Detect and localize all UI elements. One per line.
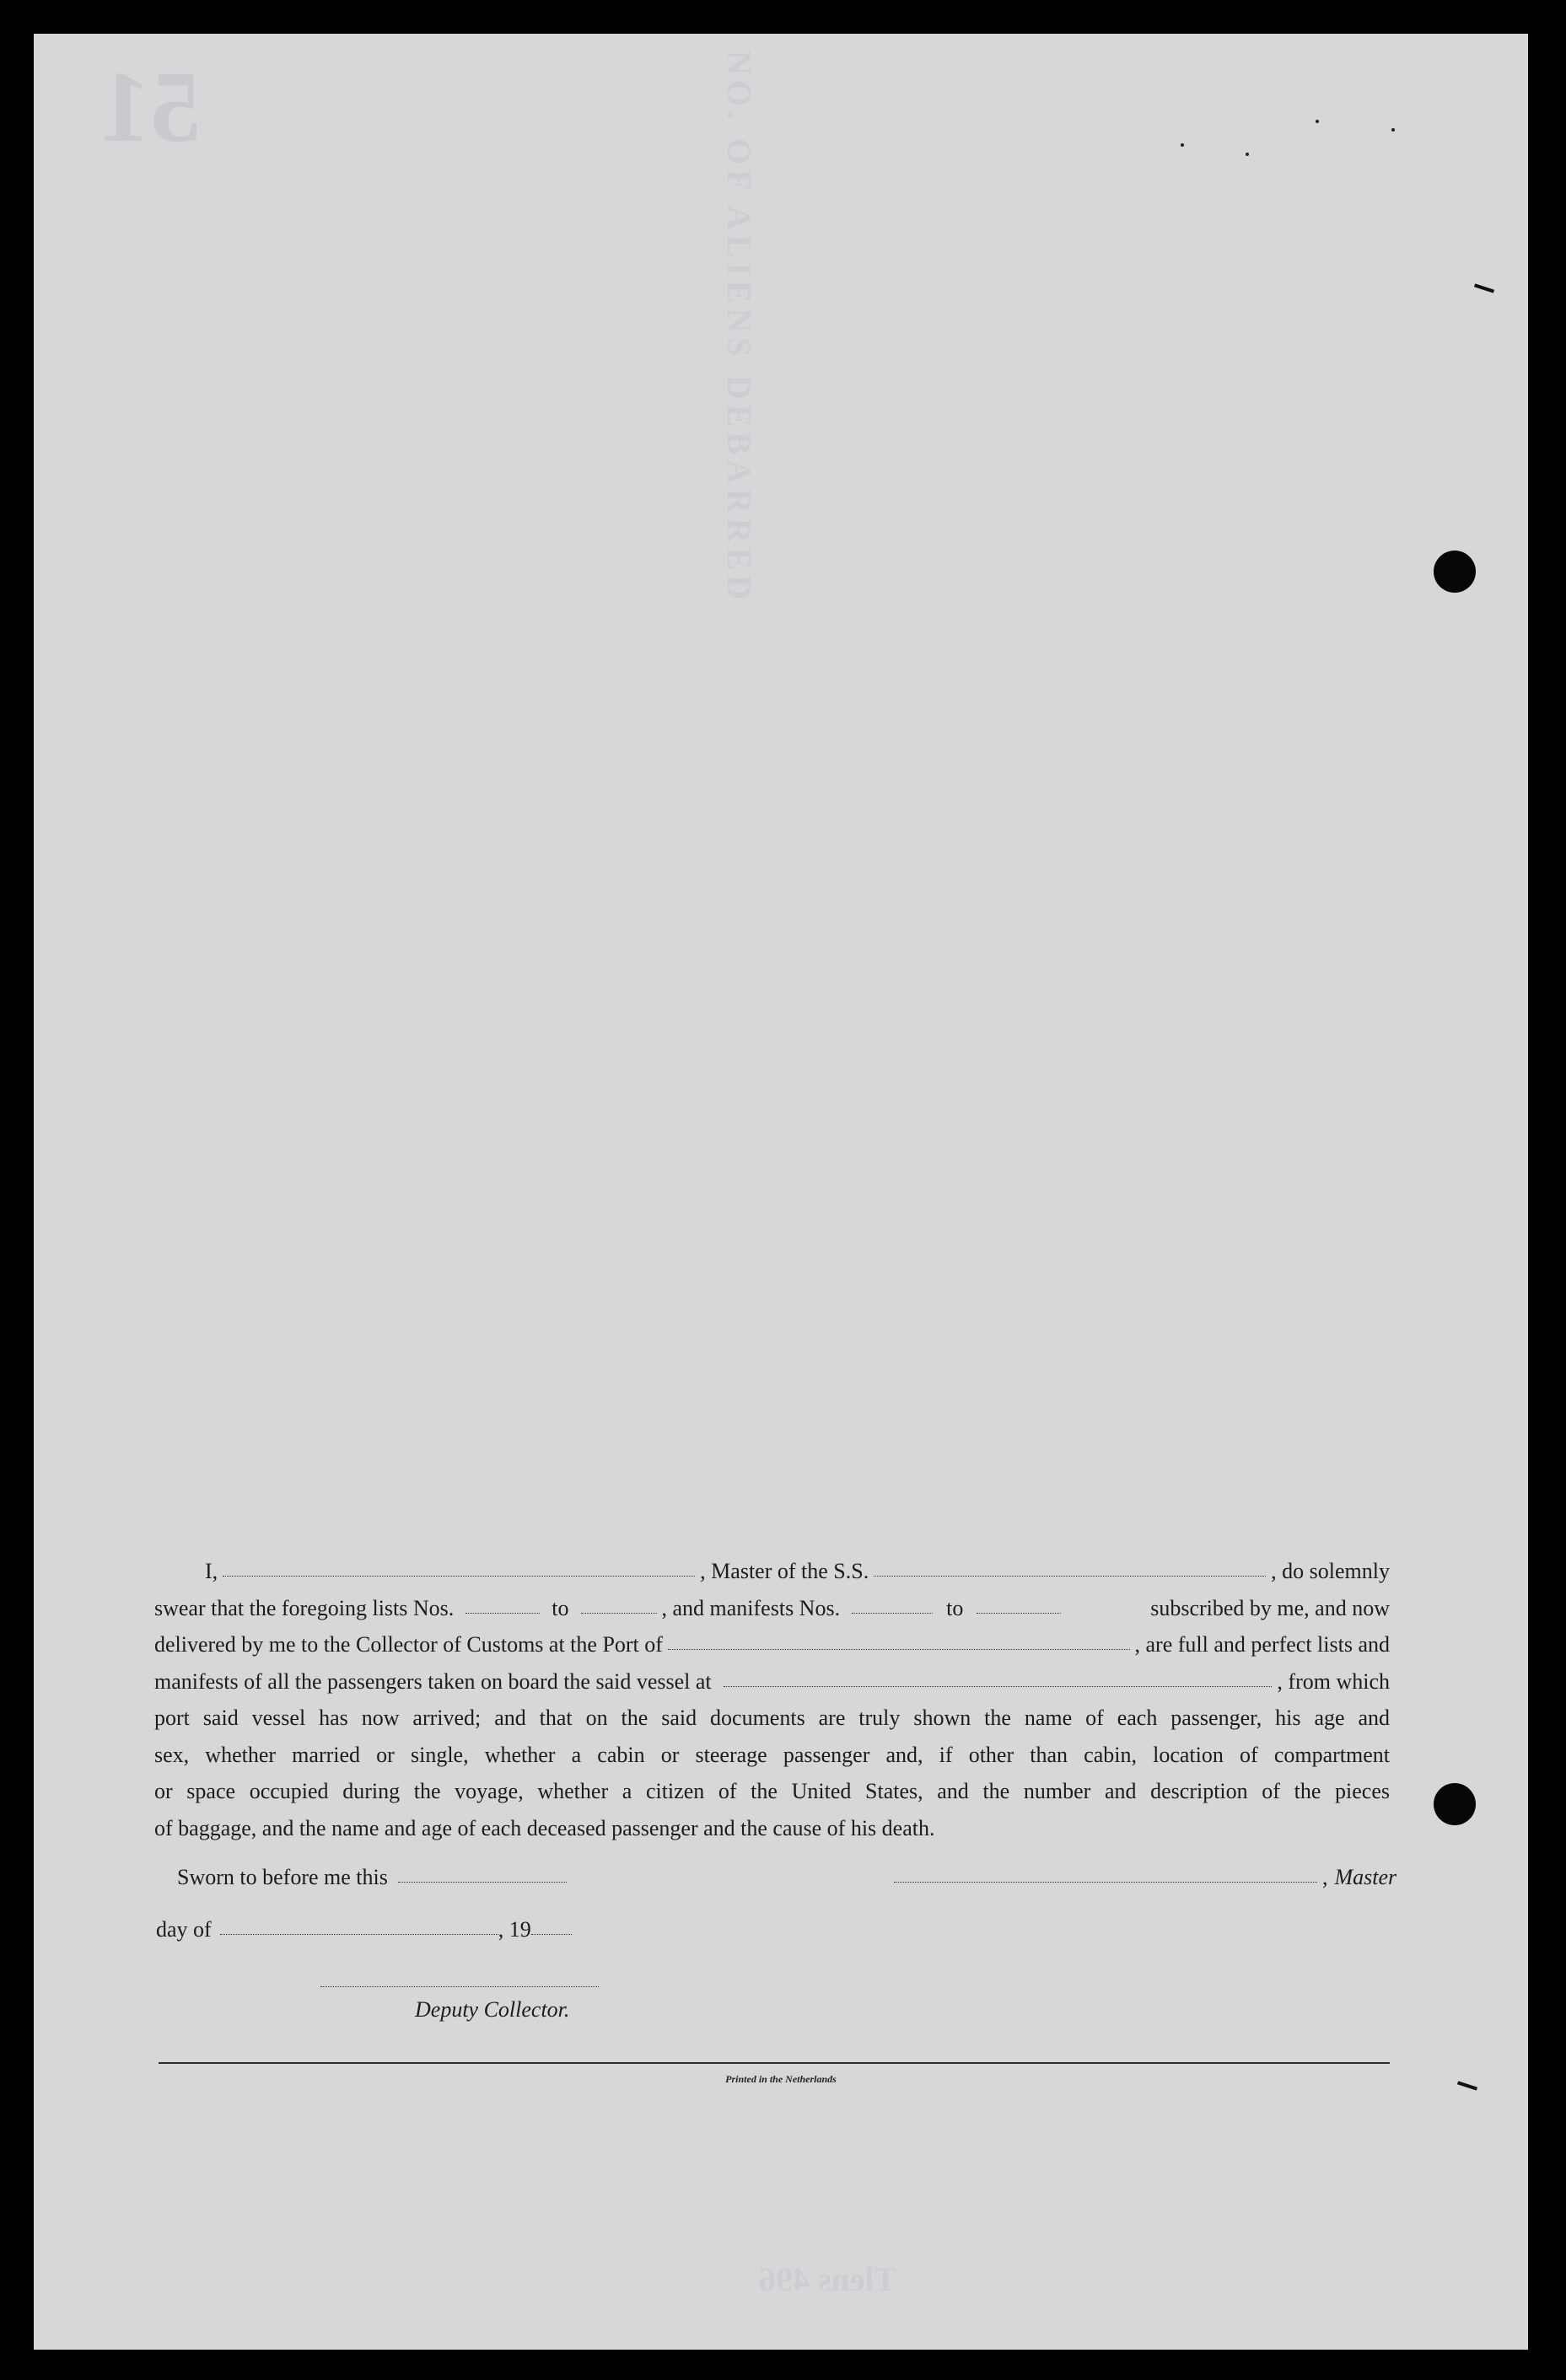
punch-hole-lower	[1434, 1783, 1476, 1825]
sworn-row: Sworn to before me this	[177, 1865, 572, 1890]
lists-to-field[interactable]	[581, 1613, 657, 1614]
master-name-field[interactable]	[223, 1576, 695, 1577]
oath-line-5: port said vessel has now arrived; and that on the said documents are truly shown the name of each passenger, his age and	[154, 1706, 1390, 1730]
departure-port-field[interactable]	[724, 1686, 1273, 1687]
footer-rule	[159, 2062, 1390, 2064]
watermark-ghost-top: NO. OF ALIENS DEBARRED	[720, 51, 758, 605]
punch-hole-upper	[1434, 551, 1476, 593]
deputy-signature-field[interactable]	[320, 1986, 599, 1987]
printer-credit: Printed in the Netherlands	[725, 2073, 837, 2085]
sworn-date-field[interactable]	[398, 1882, 567, 1883]
day-of-row: day of , 19	[156, 1917, 577, 1942]
oath-line-4: manifests of all the passengers taken on board the said vessel at , from which	[154, 1668, 1390, 1694]
year-field[interactable]	[531, 1934, 572, 1935]
manifests-from-field[interactable]	[852, 1613, 933, 1614]
lists-from-field[interactable]	[465, 1613, 540, 1614]
watermark-ghost-bottom: Tlens 496	[759, 2260, 897, 2298]
month-field[interactable]	[220, 1934, 498, 1935]
oath-line-7: or space occupied during the voyage, whether a citizen of the United States, and the number and description of the pieces	[154, 1779, 1390, 1803]
oath-line-6: sex, whether married or single, whether a cabin or steerage passenger and, if other than cabin, location of compartment	[154, 1742, 1390, 1767]
manifests-to-field[interactable]	[977, 1613, 1061, 1614]
edge-mark-top	[1474, 283, 1494, 293]
speck	[1246, 153, 1249, 156]
oath-line-1: I, , Master of the S.S. , do solemnly	[205, 1559, 1390, 1583]
oath-line-3: delivered by me to the Collector of Customs at the Port of , are full and perfect lists and	[154, 1632, 1390, 1657]
document-page	[34, 34, 1528, 2350]
master-signature-row: , Master	[889, 1865, 1396, 1890]
oath-line-8: of baggage, and the name and age of each deceased passenger and the cause of his death.	[154, 1815, 935, 1840]
master-signature-field[interactable]	[894, 1882, 1317, 1883]
oath-paragraph	[154, 1553, 1390, 1846]
port-field[interactable]	[668, 1649, 1130, 1650]
deputy-collector-label: Deputy Collector.	[415, 1997, 570, 2022]
speck	[1181, 143, 1184, 147]
vessel-name-field[interactable]	[874, 1576, 1266, 1577]
oath-line-2: swear that the foregoing lists Nos. to , and manifests Nos. to subscribed by me, and now	[154, 1595, 1390, 1620]
speck	[1316, 120, 1319, 123]
page-number-ghost: 51	[100, 51, 201, 163]
speck	[1391, 128, 1395, 132]
